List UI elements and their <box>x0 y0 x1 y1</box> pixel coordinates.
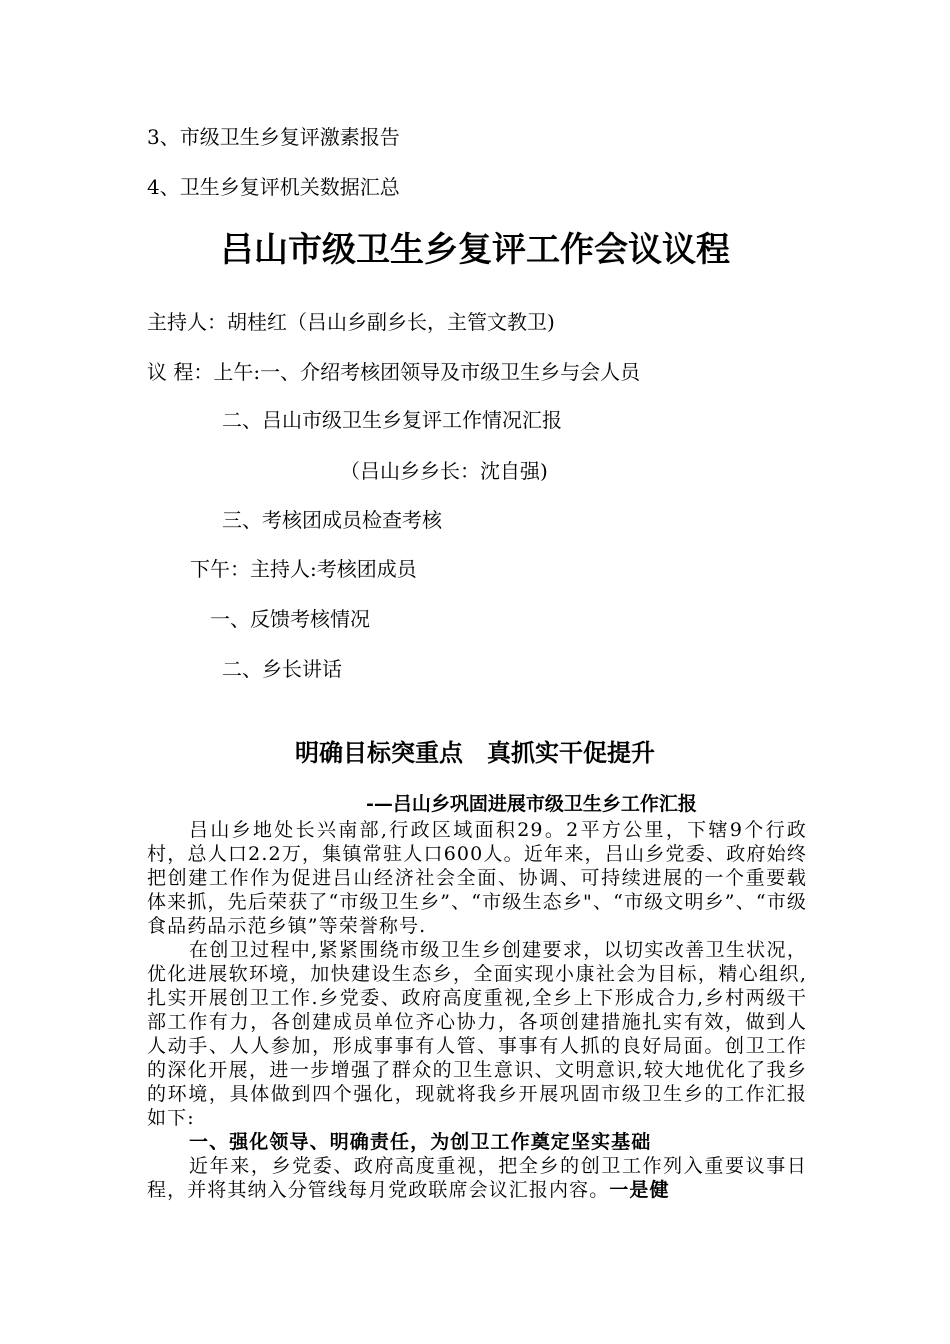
report-body <box>147 818 807 1202</box>
agenda-morning-line: 议 程：上午:一、介绍考核团领导及市级卫生乡与会人员 <box>147 360 641 384</box>
attachment-item-3: 3、市级卫生乡复评激素报告 <box>147 125 400 149</box>
report-section-1-heading: 一、强化领导、明确责任，为创卫工作奠定坚实基础 <box>189 1131 652 1153</box>
agenda-item-3: 三、考核团成员检查考核 <box>222 508 442 532</box>
report-paragraph-3-text: 近年来，乡党委、政府高度重视，把全乡的创卫工作列入重要议事日程，并将其纳入分管线每月党政联席会议汇报内容。 <box>147 1155 807 1201</box>
agenda-pm-item-2: 二、乡长讲话 <box>222 657 342 681</box>
report-paragraph-2: 在创卫过程中,紧紧围绕市级卫生乡创建要求，以切实改善卫生状况，优化进展软环境，加快建设生态乡，全面实现小康社会为目标，精心组织,扎实开展创卫工作.乡党委、政府高度重视,全乡上下形成合力,乡村两级干部工作有力，各创建成员单位齐心协力，各项创建措施扎实有效，做到人人动手、人人参加，形成事事有人管、事事有人抓的良好局面。创卫工作的深化开展，进一步增强了群众的卫生意识、文明意识,较大地优化了我乡的环境，具体做到四个强化，现就将我乡开展巩固市级卫生乡的工作汇报如下: <box>147 939 807 1129</box>
report-paragraph-1: 吕山乡地处长兴南部,行政区域面积29。2平方公里，下辖9个行政村，总人口2.2万，集镇常驻人口600人。近年来，吕山乡党委、政府始终把创建工作作为促进吕山经济社会全面、协调、可持续进展的一个重要载体来抓，先后荣获了“市级卫生乡”、“市级生态乡"、“市级文明乡”、“市级食品药品示范乡镇”等荣誉称号. <box>147 819 807 937</box>
agenda-title: 吕山市级卫生乡复评工作会议议程 <box>220 230 730 270</box>
agenda-item-2-speaker: （吕山乡乡长：沈自强) <box>340 459 548 483</box>
report-subtitle: -—吕山乡巩固进展市级卫生乡工作汇报 <box>366 793 697 815</box>
agenda-item-2: 二、吕山市级卫生乡复评工作情况汇报 <box>222 408 562 432</box>
report-paragraph-3 <box>147 1154 807 1202</box>
attachment-item-4: 4、卫生乡复评机关数据汇总 <box>147 175 400 199</box>
agenda-afternoon-line: 下午：主持人:考核团成员 <box>190 557 417 581</box>
report-paragraph-3-bold: 一是健 <box>609 1179 670 1201</box>
agenda-host: 主持人：胡桂红（吕山乡副乡长，主管文教卫) <box>147 310 555 334</box>
report-title: 明确目标突重点 真抓实干促提升 <box>295 739 655 767</box>
agenda-pm-item-1: 一、反馈考核情况 <box>210 607 370 631</box>
